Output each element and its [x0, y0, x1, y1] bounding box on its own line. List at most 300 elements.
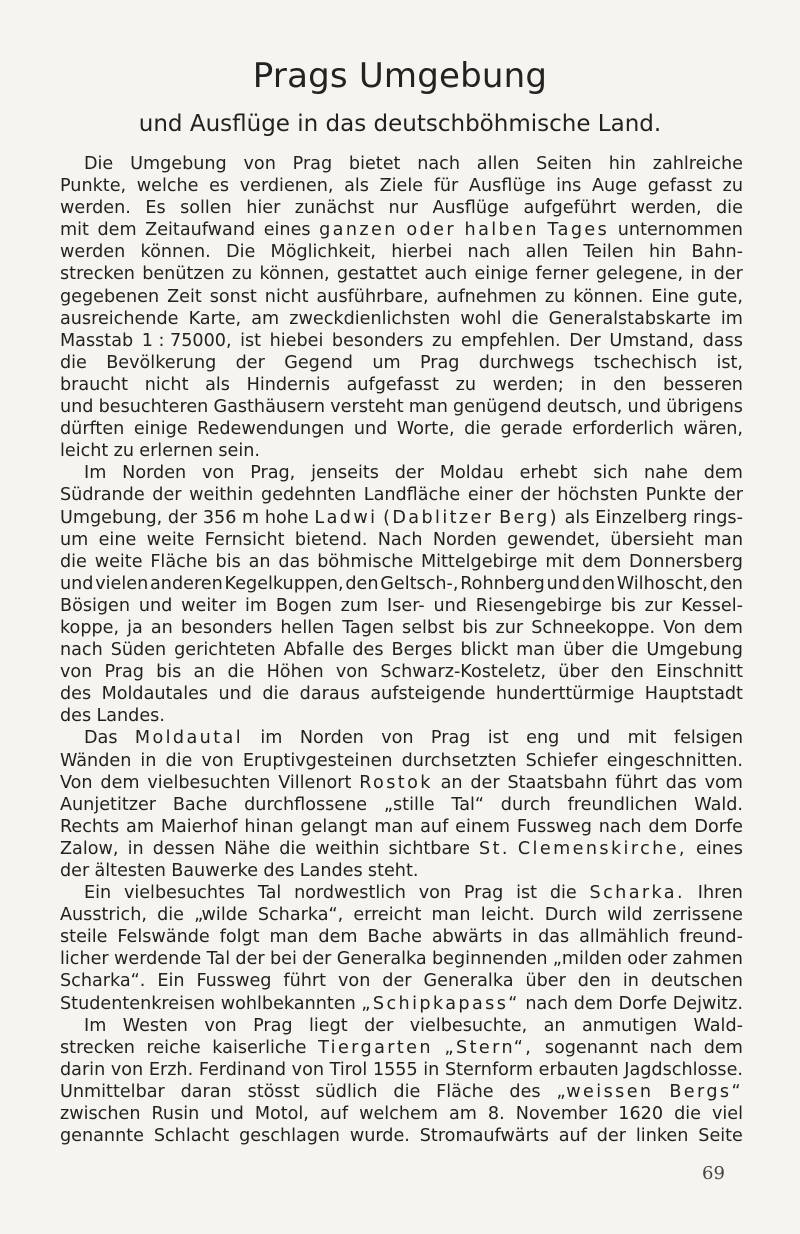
word: die [60, 551, 87, 572]
word: Ladwi [314, 507, 378, 528]
word: die [611, 640, 639, 661]
word: einige [474, 264, 529, 285]
word: Bergs“ [669, 1081, 743, 1102]
word: bis [462, 617, 488, 638]
word: hin [649, 242, 677, 263]
word: vielen [95, 573, 149, 594]
word: Möglichkeit, [270, 242, 377, 263]
word: dem [582, 551, 622, 572]
word: an [193, 662, 216, 683]
word: gedehnten [260, 485, 357, 506]
word: gelegene, [595, 264, 684, 285]
word: hunderttürmige [495, 684, 635, 705]
word: Fussweg [516, 816, 592, 837]
word: Einzelberg [595, 507, 688, 528]
word: „wilde [194, 905, 248, 926]
word: versteht [330, 397, 404, 418]
word: oder [627, 949, 668, 970]
word: den [581, 573, 616, 594]
word: Gasthäusern [213, 397, 326, 418]
word: führt [615, 772, 658, 793]
word: dem [703, 463, 743, 484]
word: zerrissene [652, 905, 743, 926]
word: weiter [181, 595, 237, 616]
word: der [60, 861, 90, 881]
word: hiebei [269, 330, 324, 351]
text-line [60, 396, 743, 418]
word: Höhen [266, 662, 324, 683]
word: und [433, 595, 467, 616]
word: zu [431, 330, 453, 351]
word: Bogen [275, 595, 332, 616]
word: im [245, 595, 268, 616]
word: dürften [60, 419, 125, 440]
word: abwärts [431, 927, 503, 948]
word: Studentenkreisen [60, 993, 216, 1014]
word: Kessel- [681, 595, 743, 616]
word: im [260, 728, 283, 749]
word: von [418, 883, 452, 904]
word: der [713, 264, 743, 285]
word: zunächst [294, 198, 374, 219]
text-line [60, 1059, 743, 1081]
word: Sternform [444, 1059, 533, 1080]
word: zum [340, 595, 379, 616]
word: führt [283, 971, 327, 992]
word: einem [455, 816, 510, 837]
text-line [60, 286, 743, 308]
word: ist [240, 330, 262, 351]
word: die [674, 1104, 701, 1125]
word: am [448, 1104, 477, 1125]
word: dem [703, 617, 743, 638]
word: und [546, 573, 581, 594]
text-line [60, 816, 743, 838]
text-line [60, 860, 743, 882]
word: Umgebung [646, 640, 743, 661]
word: Norden [432, 529, 497, 550]
word: sollen [180, 198, 232, 219]
text-line [60, 1081, 743, 1103]
word: der [364, 1015, 394, 1036]
word: Das [84, 728, 118, 749]
word: Hindernis [246, 374, 330, 395]
word: strecken [60, 264, 135, 285]
word: die [60, 352, 87, 373]
word: Prag [419, 352, 460, 373]
word: man [431, 905, 471, 926]
word: Punkte [645, 485, 707, 506]
word: zwischen [60, 1104, 141, 1125]
word: Die [226, 242, 256, 263]
word: Rohnberg [460, 573, 545, 594]
word: Wald. [694, 794, 743, 815]
word: Prag [292, 154, 333, 174]
word: gewendet, [507, 529, 600, 550]
word: gerade [500, 419, 563, 440]
word: aufgeführt [523, 198, 617, 219]
word: halben [464, 220, 539, 241]
word: deutsch, [546, 397, 623, 418]
word: die [227, 662, 255, 683]
word: Fussweg [196, 971, 272, 992]
word: erhebt [519, 463, 578, 484]
word: das [665, 772, 697, 793]
word: genannte [60, 1126, 144, 1147]
word: werden. [60, 198, 131, 219]
word: hin [608, 154, 636, 174]
word: werden; [492, 374, 564, 395]
word: aufsteigende [370, 684, 486, 705]
word: durchsetzten [401, 750, 517, 771]
word: wohl [460, 308, 502, 329]
word: dem [97, 220, 137, 241]
word: eines [696, 838, 743, 859]
text-line [60, 639, 743, 661]
word: hellen [280, 617, 335, 638]
word: der [382, 971, 412, 992]
word: Schneekoppe. [531, 617, 656, 638]
word: und [210, 1104, 244, 1125]
word: am [251, 308, 280, 329]
word: verdienen, [239, 176, 334, 197]
word: in [512, 927, 529, 948]
word: bis [610, 595, 636, 616]
text-line [60, 573, 743, 595]
word: nahe [644, 463, 688, 484]
word: über [558, 662, 599, 683]
word: anmutigen [581, 1015, 678, 1036]
word: bietend. [294, 529, 368, 550]
word: Von [663, 617, 696, 638]
word: Nach [377, 529, 423, 550]
text-line [60, 440, 743, 462]
word: Tirol [329, 1059, 368, 1080]
word: an [150, 617, 173, 638]
word: Ein [157, 971, 185, 992]
word: Dorfe [694, 816, 743, 837]
word: ja [127, 617, 143, 638]
word: südlich [315, 1081, 378, 1102]
word: des [60, 684, 92, 705]
word: zur [644, 595, 673, 616]
word: Scharka“. [60, 971, 146, 992]
word: zu [113, 441, 134, 462]
word: ausführbare, [316, 286, 429, 307]
word: selbst [402, 617, 455, 638]
word: stösst [247, 1081, 300, 1102]
word: welche [136, 176, 199, 197]
word: die [549, 883, 577, 904]
word: Im [84, 463, 107, 484]
word: Bache [367, 927, 422, 948]
word: Prag [463, 883, 504, 904]
word: der [596, 1126, 627, 1147]
word: Maierhof [160, 816, 238, 837]
word: eine [98, 529, 137, 550]
word: Bevölkerung [106, 352, 217, 373]
word: können, [259, 264, 330, 285]
word: ferner [535, 264, 589, 285]
word: Ausflüge [468, 176, 546, 197]
word: einige [133, 419, 188, 440]
text-line [60, 197, 743, 219]
word: dem [648, 816, 688, 837]
word: von [110, 1059, 144, 1080]
word: Nähe [224, 838, 271, 859]
word: und [576, 728, 611, 749]
page-subtitle: und Ausflüge in das deutschböhmische Land. [138, 111, 662, 137]
word: und [60, 397, 94, 418]
word: viel [711, 1104, 743, 1125]
word: gestattet [336, 264, 418, 285]
word: übrigens [666, 397, 743, 418]
word: bis [215, 551, 241, 572]
word: nach [417, 154, 460, 174]
word: das [278, 551, 310, 572]
word: vielbesuchte, [409, 1015, 528, 1036]
word: Der [569, 330, 601, 351]
word: leicht [60, 441, 109, 462]
word: 356 m [202, 507, 260, 528]
word: auf [558, 1126, 587, 1147]
word: Bauwerke [171, 861, 259, 881]
word: linken [635, 1126, 689, 1147]
word: erbauten [538, 1059, 619, 1080]
word: Aunjetitzer [60, 794, 157, 815]
word: ins [556, 176, 582, 197]
word: auf [319, 1104, 349, 1125]
word: zahlreiche [652, 154, 743, 174]
word: „weissen [556, 1081, 654, 1102]
word: Generalka [336, 949, 427, 970]
word: die [279, 838, 307, 859]
word: der [713, 485, 743, 506]
word: weite [146, 529, 195, 550]
word: zahmen [672, 949, 743, 970]
text-line [60, 462, 743, 484]
word: Ein [84, 883, 112, 904]
word: liegt [309, 1015, 348, 1036]
word: „milden [552, 949, 622, 970]
word: Geltsch-, [380, 573, 459, 594]
word: Prag, [250, 463, 296, 484]
word: von [204, 1015, 237, 1036]
word: eines [263, 220, 311, 241]
word: als [205, 374, 230, 395]
word: bis [156, 662, 182, 683]
word: dem [703, 1037, 743, 1058]
word: Mittelgebirge [420, 551, 538, 572]
word: oder [406, 220, 456, 241]
word: nach [60, 640, 103, 661]
word: Villenort [278, 772, 352, 793]
word: Felswände [117, 927, 210, 948]
word: der [470, 772, 500, 793]
word: Norden [122, 463, 187, 484]
word: auch [424, 264, 468, 285]
word: koppe, [60, 617, 120, 638]
text-line [60, 750, 743, 772]
text-line [60, 1015, 743, 1037]
word: besuchteren [98, 397, 209, 418]
word: eng [526, 728, 560, 749]
word: Tal“ [451, 794, 484, 815]
word: ist [516, 883, 538, 904]
word: von [60, 662, 93, 683]
word: blickt [460, 640, 509, 661]
word: nach [467, 242, 511, 263]
text-line [60, 507, 743, 529]
word: mit [60, 220, 89, 241]
word: über [525, 971, 566, 992]
word: Fläche [150, 551, 208, 572]
word: Abfalle [283, 640, 345, 661]
word: in [140, 750, 157, 771]
word: Dejwitz. [672, 993, 743, 1014]
text-line [60, 882, 743, 904]
word: böhmische [317, 551, 414, 572]
word: gute, [697, 286, 743, 307]
word: dem [318, 927, 358, 948]
word: und [60, 573, 94, 594]
word: (Dablitzer [383, 507, 494, 528]
word: genügend [453, 397, 542, 418]
word: Süden [110, 640, 167, 661]
word: nach [525, 993, 569, 1014]
text-line [60, 551, 743, 573]
word: von [335, 662, 369, 683]
text-line [60, 970, 743, 992]
word: Schwarz-Kosteletz, [380, 662, 547, 683]
text-line [60, 705, 743, 727]
word: wild [607, 905, 643, 926]
page-number: 69 [702, 1163, 725, 1184]
word: erforderlich [572, 419, 674, 440]
word: man [269, 927, 309, 948]
word: wohlbekannten [220, 993, 356, 1014]
text-line [60, 241, 743, 263]
word: der [152, 485, 182, 506]
page-title: Prags Umgebung [252, 56, 548, 96]
word: folgt [219, 927, 260, 948]
word: leicht. [480, 905, 535, 926]
word: Ihren [697, 883, 743, 904]
word: rings- [692, 507, 743, 528]
word: übersieht [610, 529, 694, 550]
word: gegebenen [60, 286, 160, 307]
word: an [543, 1015, 566, 1036]
word: wären, [683, 419, 743, 440]
word: nach [598, 816, 642, 837]
word: 1 : 75000, [141, 330, 232, 351]
word: der [235, 949, 265, 970]
word: durch [500, 794, 551, 815]
word: „stille [383, 794, 435, 815]
text-line [60, 794, 743, 816]
word: Schlacht [153, 1126, 230, 1147]
word: des [263, 861, 295, 881]
word: darin [60, 1059, 106, 1080]
word: zweckdienlichsten [289, 308, 451, 329]
word: Zalow, [60, 838, 119, 859]
word: Hauptstadt [644, 684, 743, 705]
word: durchwegs [478, 352, 575, 373]
word: Worte, [396, 419, 455, 440]
word: der [167, 507, 198, 528]
word: und [353, 419, 388, 440]
word: deutschen [650, 971, 743, 992]
word: nur [388, 198, 418, 219]
word: die [393, 1081, 421, 1102]
word: hierbei [391, 242, 453, 263]
word: felsigen [673, 728, 743, 749]
word: Ausstrich, [60, 905, 147, 926]
word: daran [180, 1081, 232, 1102]
word: und [218, 684, 252, 705]
word: Zeit [167, 286, 202, 307]
word: für [433, 176, 459, 197]
word: Gegend [284, 352, 353, 373]
word: 8. [487, 1104, 505, 1125]
word: reiche [146, 1037, 201, 1058]
word: als [564, 507, 590, 528]
word: Landfläche [363, 485, 461, 506]
word: Tages [547, 220, 610, 241]
word: am [126, 816, 154, 837]
word: Rechts [60, 816, 120, 837]
word: Fernsicht [204, 529, 285, 550]
word: braucht [60, 374, 129, 395]
word: hinan [244, 816, 294, 837]
word: gelangt [300, 816, 368, 837]
word: Moldautal [134, 728, 243, 749]
word: Scharka“, [257, 905, 344, 926]
word: Dorfe [618, 993, 668, 1014]
word: freund- [679, 927, 743, 948]
word: Erzh. [148, 1059, 194, 1080]
word: von [381, 728, 414, 749]
word: Stromaufwärts [419, 1126, 549, 1147]
word: von [201, 750, 234, 771]
word: durchflossene [244, 794, 368, 815]
word: zur [495, 617, 524, 638]
word: nicht [144, 374, 189, 395]
word: zu [455, 374, 476, 395]
word: Von [60, 772, 93, 793]
word: den [613, 374, 647, 395]
word: die [157, 905, 184, 926]
word: man [408, 397, 448, 418]
word: höchsten [557, 485, 638, 506]
word: werdende [113, 949, 202, 970]
word: Tiergarten [318, 1037, 433, 1058]
word: Rusin [151, 1104, 200, 1125]
word: steht. [367, 861, 419, 881]
text-line [60, 595, 743, 617]
word: „Stern“, [444, 1037, 534, 1058]
word: jenseits [311, 463, 379, 484]
word: unternommen [617, 220, 743, 241]
word: Bache [172, 794, 228, 815]
word: Prag [430, 728, 471, 749]
word: Ausflüge [432, 198, 510, 219]
word: 1620 [618, 1104, 664, 1125]
word: Tal [206, 949, 231, 970]
word: Scharka. [589, 883, 685, 904]
word: in [580, 374, 597, 395]
word: des [509, 1081, 541, 1102]
